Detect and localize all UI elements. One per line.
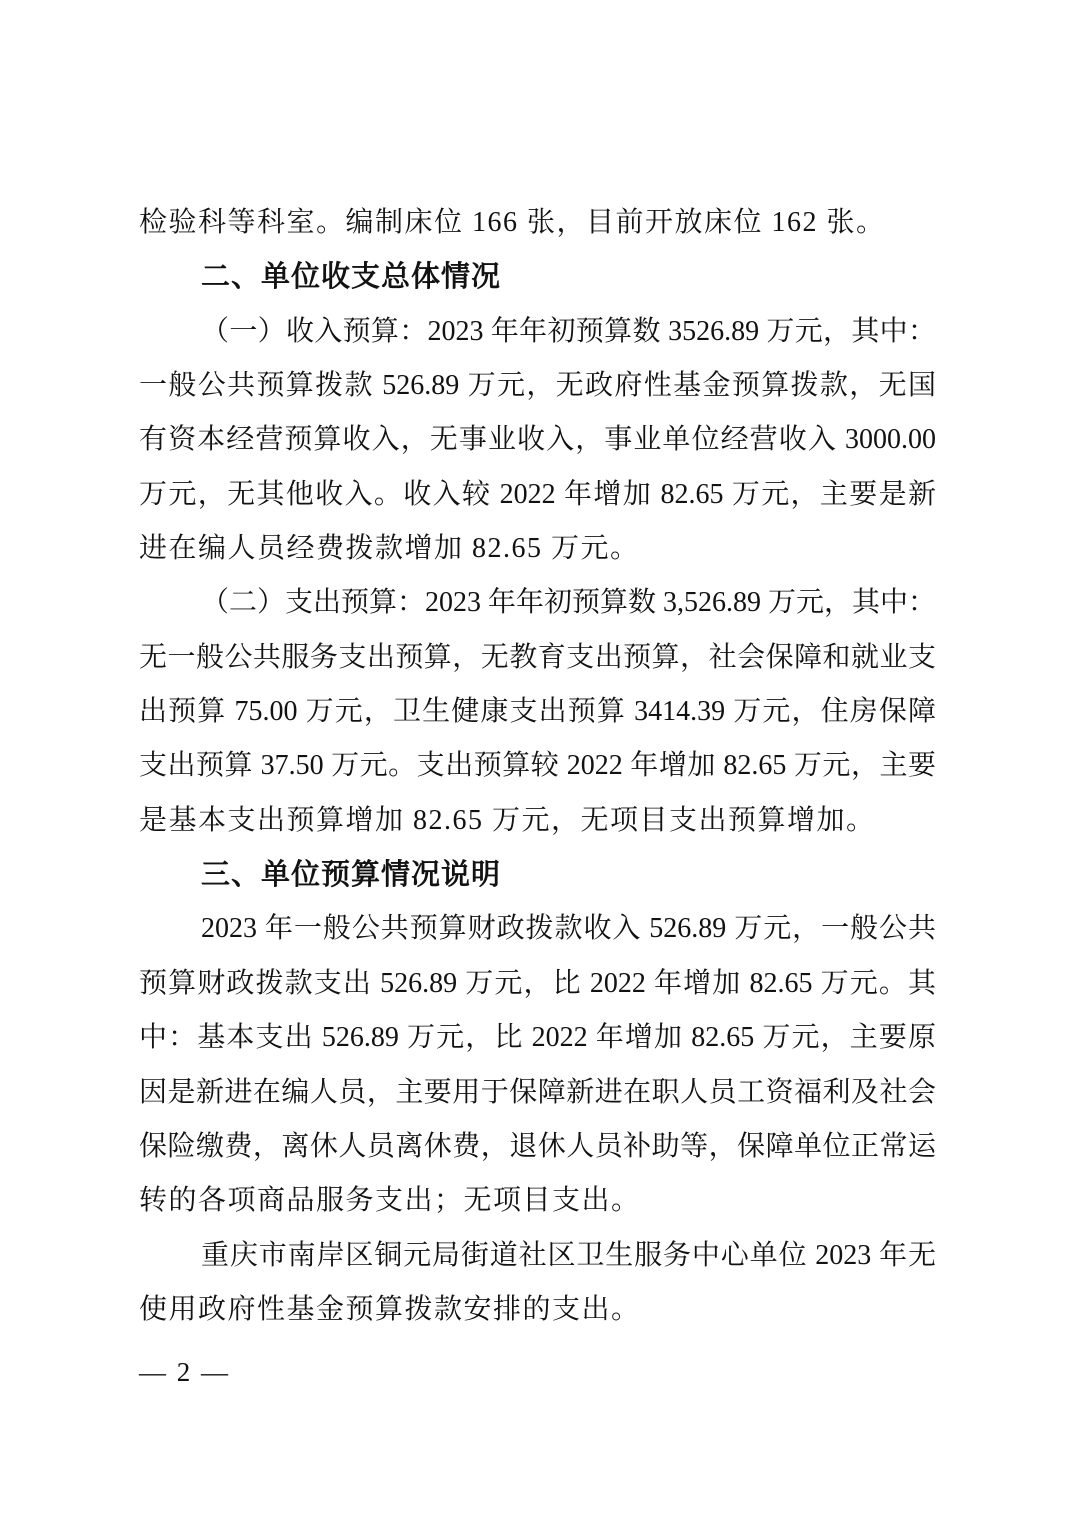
section-heading: 二、单位收支总体情况 bbox=[201, 261, 502, 294]
paragraph-line: 一般公共预算拨款 526.89 万元，无政府性基金预算拨款，无国 bbox=[139, 370, 936, 402]
paragraph-line: 预算财政拨款支出 526.89 万元，比 2022 年增加 82.65 万元。其 bbox=[139, 967, 936, 999]
paragraph-line: （一）收入预算：2023 年年初预算数 3526.89 万元，其中： bbox=[201, 315, 936, 347]
paragraph-line: 检验科等科室。编制床位 166 张，目前开放床位 162 张。 bbox=[139, 207, 886, 238]
paragraph-line: 转的各项商品服务支出；无项目支出。 bbox=[139, 1185, 641, 1217]
paragraph-line: 因是新进在编人员，主要用于保障新进在职人员工资福利及社会 bbox=[139, 1076, 936, 1108]
paragraph-line: 万元，无其他收入。收入较 2022 年增加 82.65 万元，主要是新 bbox=[139, 478, 936, 510]
paragraph-line: （二）支出预算：2023 年年初预算数 3,526.89 万元，其中： bbox=[201, 587, 937, 619]
paragraph-line: 使用政府性基金预算拨款安排的支出。 bbox=[139, 1293, 641, 1325]
section-heading: 三、单位预算情况说明 bbox=[201, 859, 502, 892]
paragraph-line: 2023 年一般公共预算财政拨款收入 526.89 万元，一般公共 bbox=[201, 913, 936, 945]
page-number: — 2 — bbox=[139, 1357, 230, 1387]
paragraph-line: 中：基本支出 526.89 万元，比 2022 年增加 82.65 万元，主要原 bbox=[139, 1022, 936, 1054]
paragraph-line: 支出预算 37.50 万元。支出预算较 2022 年增加 82.65 万元，主要 bbox=[139, 750, 936, 782]
paragraph-line: 无一般公共服务支出预算，无教育支出预算，社会保障和就业支 bbox=[139, 641, 936, 673]
paragraph-line: 是基本支出预算增加 82.65 万元，无项目支出预算增加。 bbox=[139, 804, 876, 836]
paragraph-line: 重庆市南岸区铜元局街道社区卫生服务中心单位 2023 年无 bbox=[201, 1239, 936, 1271]
document-body bbox=[139, 196, 936, 1337]
paragraph-line: 进在编人员经费拨款增加 82.65 万元。 bbox=[139, 533, 640, 565]
paragraph-line: 有资本经营预算收入，无事业收入，事业单位经营收入 3000.00 bbox=[139, 424, 936, 456]
paragraph-line: 保险缴费，离休人员离休费，退休人员补助等，保障单位正常运 bbox=[139, 1130, 936, 1162]
paragraph-line: 出预算 75.00 万元，卫生健康支出预算 3414.39 万元，住房保障 bbox=[139, 696, 936, 728]
